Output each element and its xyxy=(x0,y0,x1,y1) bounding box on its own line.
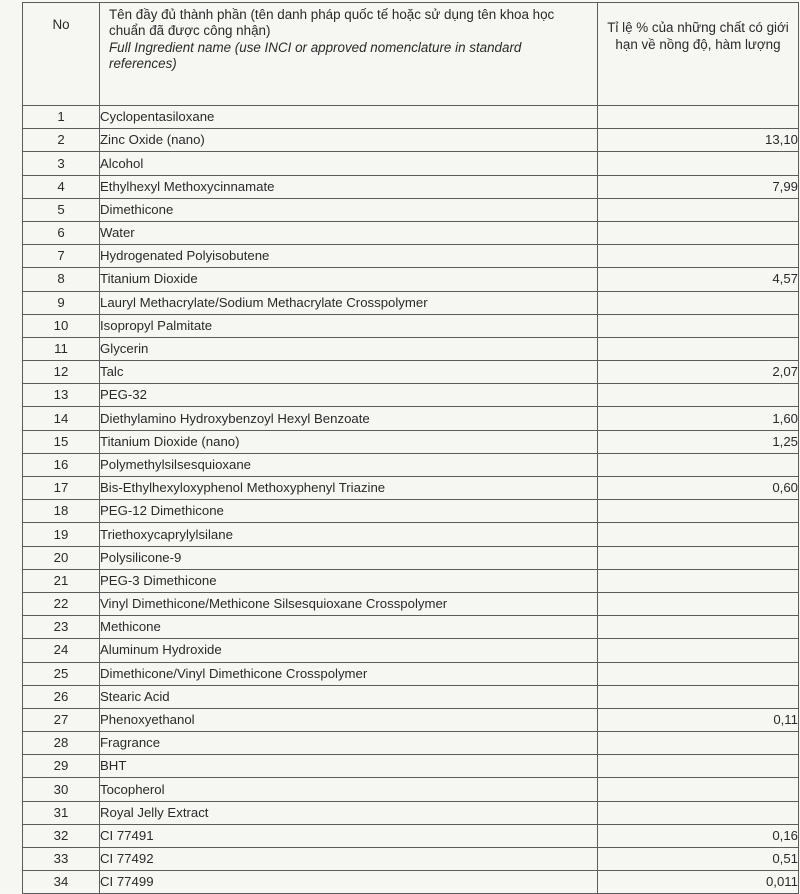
ingredient-percent xyxy=(598,662,799,685)
row-number: 28 xyxy=(23,732,100,755)
table-row xyxy=(23,337,799,360)
table-row xyxy=(23,361,799,384)
ingredient-percent xyxy=(598,546,799,569)
ingredient-percent: 0,51 xyxy=(598,848,799,871)
table-row xyxy=(23,221,799,244)
ingredients-table xyxy=(22,2,799,894)
row-number: 33 xyxy=(23,848,100,871)
table-row xyxy=(23,407,799,430)
row-number: 18 xyxy=(23,500,100,523)
row-number: 2 xyxy=(23,129,100,152)
table-row xyxy=(23,500,799,523)
ingredient-name: Aluminum Hydroxide xyxy=(100,639,598,662)
ingredient-name: Alcohol xyxy=(100,152,598,175)
ingredient-name: Ethylhexyl Methoxycinnamate xyxy=(100,175,598,198)
ingredient-name: PEG-12 Dimethicone xyxy=(100,500,598,523)
ingredient-name: Titanium Dioxide (nano) xyxy=(100,430,598,453)
row-number: 8 xyxy=(23,268,100,291)
ingredient-name: Diethylamino Hydroxybenzoyl Hexyl Benzoate xyxy=(100,407,598,430)
ingredient-percent xyxy=(598,616,799,639)
ingredient-name: CI 77492 xyxy=(100,848,598,871)
ingredient-name: Polymethylsilsesquioxane xyxy=(100,453,598,476)
row-number: 17 xyxy=(23,477,100,500)
table-row xyxy=(23,198,799,221)
ingredient-percent xyxy=(598,152,799,175)
ingredient-name: Tocopherol xyxy=(100,778,598,801)
ingredient-percent: 2,07 xyxy=(598,361,799,384)
header-no: No xyxy=(23,3,100,106)
table-row xyxy=(23,708,799,731)
table-row xyxy=(23,106,799,129)
row-number: 16 xyxy=(23,453,100,476)
ingredient-percent xyxy=(598,801,799,824)
ingredient-percent xyxy=(598,523,799,546)
row-number: 5 xyxy=(23,198,100,221)
table-row xyxy=(23,801,799,824)
header-name-vietnamese: Tên đầy đủ thành phần (tên danh pháp quốc tế hoặc sử dụng tên khoa học chuẩn đã được công nhận) xyxy=(109,7,555,39)
table-row xyxy=(23,268,799,291)
table-row xyxy=(23,871,799,894)
row-number: 7 xyxy=(23,245,100,268)
ingredient-percent xyxy=(598,291,799,314)
row-number: 34 xyxy=(23,871,100,894)
ingredient-percent xyxy=(598,569,799,592)
ingredient-percent: 1,60 xyxy=(598,407,799,430)
row-number: 29 xyxy=(23,755,100,778)
ingredient-percent: 0,60 xyxy=(598,477,799,500)
row-number: 25 xyxy=(23,662,100,685)
ingredient-name: Water xyxy=(100,221,598,244)
row-number: 31 xyxy=(23,801,100,824)
ingredient-percent xyxy=(598,500,799,523)
row-number: 4 xyxy=(23,175,100,198)
ingredient-percent: 13,10 xyxy=(598,129,799,152)
ingredient-name: Hydrogenated Polyisobutene xyxy=(100,245,598,268)
row-number: 3 xyxy=(23,152,100,175)
header-ingredient-name xyxy=(100,3,598,106)
row-number: 20 xyxy=(23,546,100,569)
ingredient-percent xyxy=(598,685,799,708)
ingredient-percent: 4,57 xyxy=(598,268,799,291)
row-number: 27 xyxy=(23,708,100,731)
table-row xyxy=(23,685,799,708)
row-number: 24 xyxy=(23,639,100,662)
ingredient-name: CI 77499 xyxy=(100,871,598,894)
ingredient-name: Fragrance xyxy=(100,732,598,755)
row-number: 26 xyxy=(23,685,100,708)
ingredient-percent xyxy=(598,453,799,476)
ingredient-name: Dimethicone xyxy=(100,198,598,221)
row-number: 14 xyxy=(23,407,100,430)
table-row xyxy=(23,477,799,500)
ingredient-percent xyxy=(598,639,799,662)
table-row xyxy=(23,245,799,268)
row-number: 19 xyxy=(23,523,100,546)
row-number: 1 xyxy=(23,106,100,129)
header-percent-limit: Tỉ lệ % của những chất có giới hạn về nồng độ, hàm lượng xyxy=(598,3,799,106)
ingredient-name: Methicone xyxy=(100,616,598,639)
ingredient-percent: 0,11 xyxy=(598,708,799,731)
row-number: 21 xyxy=(23,569,100,592)
ingredient-percent: 0,16 xyxy=(598,824,799,847)
ingredient-percent xyxy=(598,198,799,221)
row-number: 23 xyxy=(23,616,100,639)
ingredient-name: Polysilicone-9 xyxy=(100,546,598,569)
ingredient-percent xyxy=(598,314,799,337)
table-row xyxy=(23,523,799,546)
table-row xyxy=(23,639,799,662)
ingredient-percent xyxy=(598,106,799,129)
ingredient-name: Royal Jelly Extract xyxy=(100,801,598,824)
ingredient-percent xyxy=(598,337,799,360)
row-number: 6 xyxy=(23,221,100,244)
ingredient-percent xyxy=(598,732,799,755)
table-row xyxy=(23,824,799,847)
table-row xyxy=(23,546,799,569)
row-number: 12 xyxy=(23,361,100,384)
header-name-english: Full Ingredient name (use INCI or approved nomenclature in standard references) xyxy=(109,39,522,72)
ingredient-name: Triethoxycaprylylsilane xyxy=(100,523,598,546)
table-row xyxy=(23,848,799,871)
ingredient-percent xyxy=(598,221,799,244)
ingredient-name: Bis-Ethylhexyloxyphenol Methoxyphenyl Triazine xyxy=(100,477,598,500)
row-number: 13 xyxy=(23,384,100,407)
table-row xyxy=(23,592,799,615)
ingredient-name: PEG-3 Dimethicone xyxy=(100,569,598,592)
table-row xyxy=(23,152,799,175)
table-row xyxy=(23,430,799,453)
table-row xyxy=(23,616,799,639)
ingredient-name: Vinyl Dimethicone/Methicone Silsesquioxane Crosspolymer xyxy=(100,592,598,615)
ingredient-percent: 7,99 xyxy=(598,175,799,198)
table-row xyxy=(23,662,799,685)
ingredient-percent: 0,011 xyxy=(598,871,799,894)
row-number: 10 xyxy=(23,314,100,337)
table-row xyxy=(23,453,799,476)
row-number: 22 xyxy=(23,592,100,615)
ingredient-name: BHT xyxy=(100,755,598,778)
row-number: 9 xyxy=(23,291,100,314)
ingredient-percent: 1,25 xyxy=(598,430,799,453)
table-row xyxy=(23,175,799,198)
ingredient-name: Isopropyl Palmitate xyxy=(100,314,598,337)
ingredient-percent xyxy=(598,755,799,778)
table-row xyxy=(23,314,799,337)
ingredient-name: Phenoxyethanol xyxy=(100,708,598,731)
table-row xyxy=(23,778,799,801)
table-row xyxy=(23,569,799,592)
row-number: 11 xyxy=(23,337,100,360)
ingredient-percent xyxy=(598,384,799,407)
ingredient-percent xyxy=(598,778,799,801)
ingredient-name: Glycerin xyxy=(100,337,598,360)
ingredient-name: Titanium Dioxide xyxy=(100,268,598,291)
ingredient-name: Cyclopentasiloxane xyxy=(100,106,598,129)
table-header-row xyxy=(23,3,799,106)
ingredient-percent xyxy=(598,245,799,268)
table-row xyxy=(23,384,799,407)
row-number: 32 xyxy=(23,824,100,847)
ingredient-name: CI 77491 xyxy=(100,824,598,847)
row-number: 15 xyxy=(23,430,100,453)
table-body xyxy=(23,106,799,894)
ingredient-name: Dimethicone/Vinyl Dimethicone Crosspolymer xyxy=(100,662,598,685)
table-row xyxy=(23,291,799,314)
ingredient-name: Lauryl Methacrylate/Sodium Methacrylate Crosspolymer xyxy=(100,291,598,314)
table-row xyxy=(23,732,799,755)
ingredient-name: Zinc Oxide (nano) xyxy=(100,129,598,152)
row-number: 30 xyxy=(23,778,100,801)
ingredient-name: Talc xyxy=(100,361,598,384)
table-row xyxy=(23,755,799,778)
ingredient-name: PEG-32 xyxy=(100,384,598,407)
ingredient-name: Stearic Acid xyxy=(100,685,598,708)
ingredient-percent xyxy=(598,592,799,615)
table-row xyxy=(23,129,799,152)
